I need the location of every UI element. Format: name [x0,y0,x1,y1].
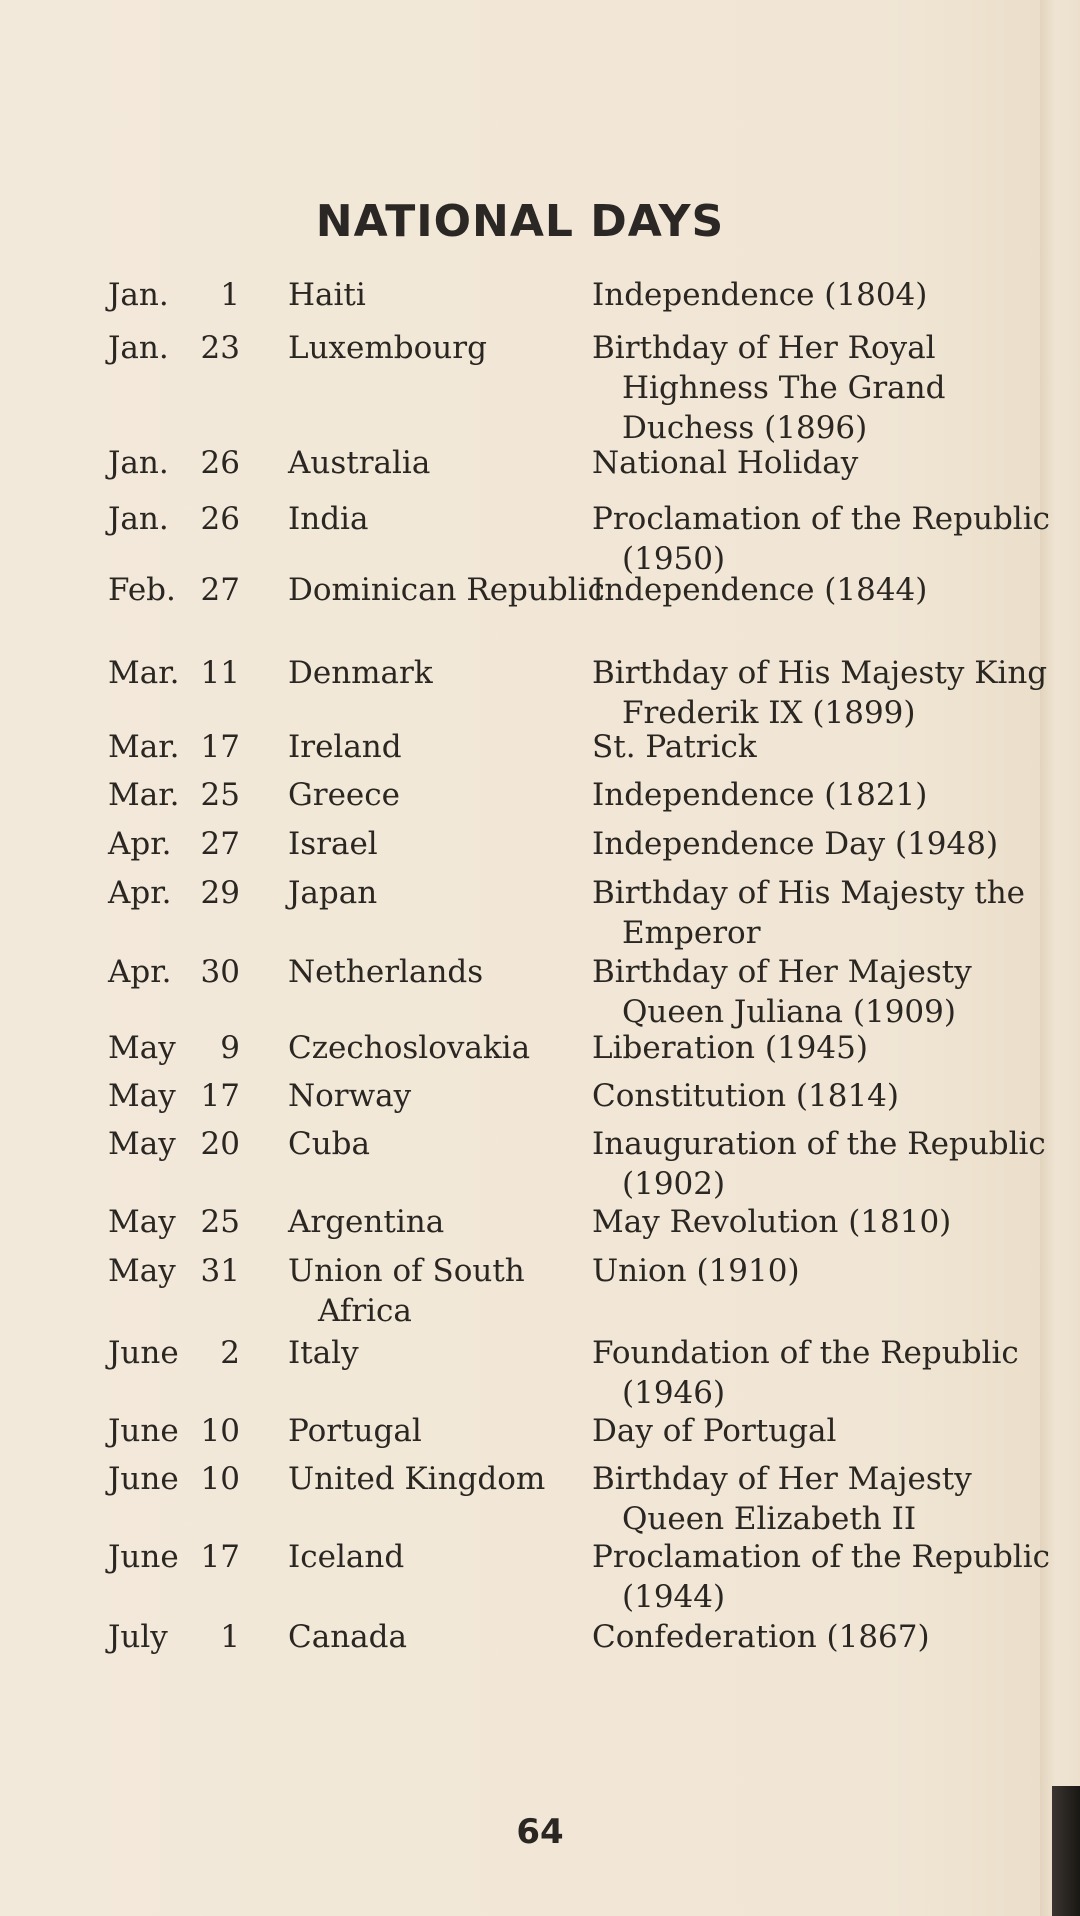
country-cell: Ireland [288,729,402,765]
event-cell: Foundation of the Republic (1946) [592,1335,1019,1411]
date-cell: Apr. 29 [108,875,240,911]
date-cell: June 10 [108,1461,240,1497]
country-cell: Dominican Republic [288,572,605,608]
event-cell: Liberation (1945) [592,1030,868,1066]
date-cell: May 20 [108,1126,240,1162]
country-cell: Iceland [288,1539,405,1575]
country-cell: Italy [288,1335,359,1371]
country-cell: Netherlands [288,954,484,990]
event-cell: Independence (1804) [592,277,928,313]
event-cell: Birthday of Her Majesty Queen Elizabeth II [592,1461,972,1537]
date-cell: Apr. 30 [108,954,240,990]
country-cell: Haiti [288,277,366,313]
country-cell: Union of South Africa [288,1253,525,1329]
page-title: NATIONAL DAYS [315,196,725,247]
country-cell: Australia [288,445,431,481]
date-cell: May 9 [108,1030,240,1066]
country-cell: Norway [288,1078,412,1114]
country-cell: Canada [288,1619,407,1655]
date-cell: May 25 [108,1204,240,1240]
date-cell: June 10 [108,1413,240,1449]
country-cell: Portugal [288,1413,422,1449]
event-cell: Birthday of His Majesty King Frederik IX (1899) [592,655,1048,731]
date-cell: May 17 [108,1078,240,1114]
event-cell: Confederation (1867) [592,1619,930,1655]
event-cell: National Holiday [592,445,859,481]
country-cell: Denmark [288,655,433,691]
date-cell: Mar. 11 [108,655,240,691]
country-cell: Cuba [288,1126,371,1162]
date-cell: Jan. 23 [108,330,240,366]
event-cell: Inauguration of the Republic (1902) [592,1126,1046,1202]
event-cell: Proclamation of the Republic (1950) [592,501,1050,577]
event-cell: Day of Portugal [592,1413,837,1449]
date-cell: Mar. 17 [108,729,240,765]
country-cell: Czechoslovakia [288,1030,531,1066]
page-number: 64 [516,1812,564,1852]
date-cell: June 17 [108,1539,240,1575]
event-cell: Independence Day (1948) [592,826,999,862]
country-cell: Argentina [288,1204,445,1240]
date-cell: June 2 [108,1335,240,1371]
date-cell: Jan. 26 [108,501,240,537]
event-cell: Independence (1821) [592,777,928,813]
country-cell: United Kingdom [288,1461,546,1497]
event-cell: Birthday of His Majesty the Emperor [592,875,1026,951]
event-cell: Union (1910) [592,1253,800,1289]
date-cell: Jan. 1 [108,277,240,313]
date-cell: July 1 [108,1619,240,1655]
event-cell: Constitution (1814) [592,1078,899,1114]
country-cell: Luxembourg [288,330,487,366]
event-cell: Birthday of Her Majesty Queen Juliana (1909) [592,954,972,1030]
country-cell: Greece [288,777,400,813]
country-cell: Israel [288,826,378,862]
event-cell: Proclamation of the Republic (1944) [592,1539,1050,1615]
date-cell: May 31 [108,1253,240,1289]
country-cell: Japan [288,875,378,911]
date-cell: Feb. 27 [108,572,240,608]
event-cell: May Revolution (1810) [592,1204,952,1240]
event-cell: Independence (1844) [592,572,928,608]
date-cell: Jan. 26 [108,445,240,481]
country-cell: India [288,501,369,537]
event-cell: Birthday of Her Royal Highness The Grand Duchess (1896) [592,330,946,446]
date-cell: Mar. 25 [108,777,240,813]
date-cell: Apr. 27 [108,826,240,862]
event-cell: St. Patrick [592,729,757,765]
